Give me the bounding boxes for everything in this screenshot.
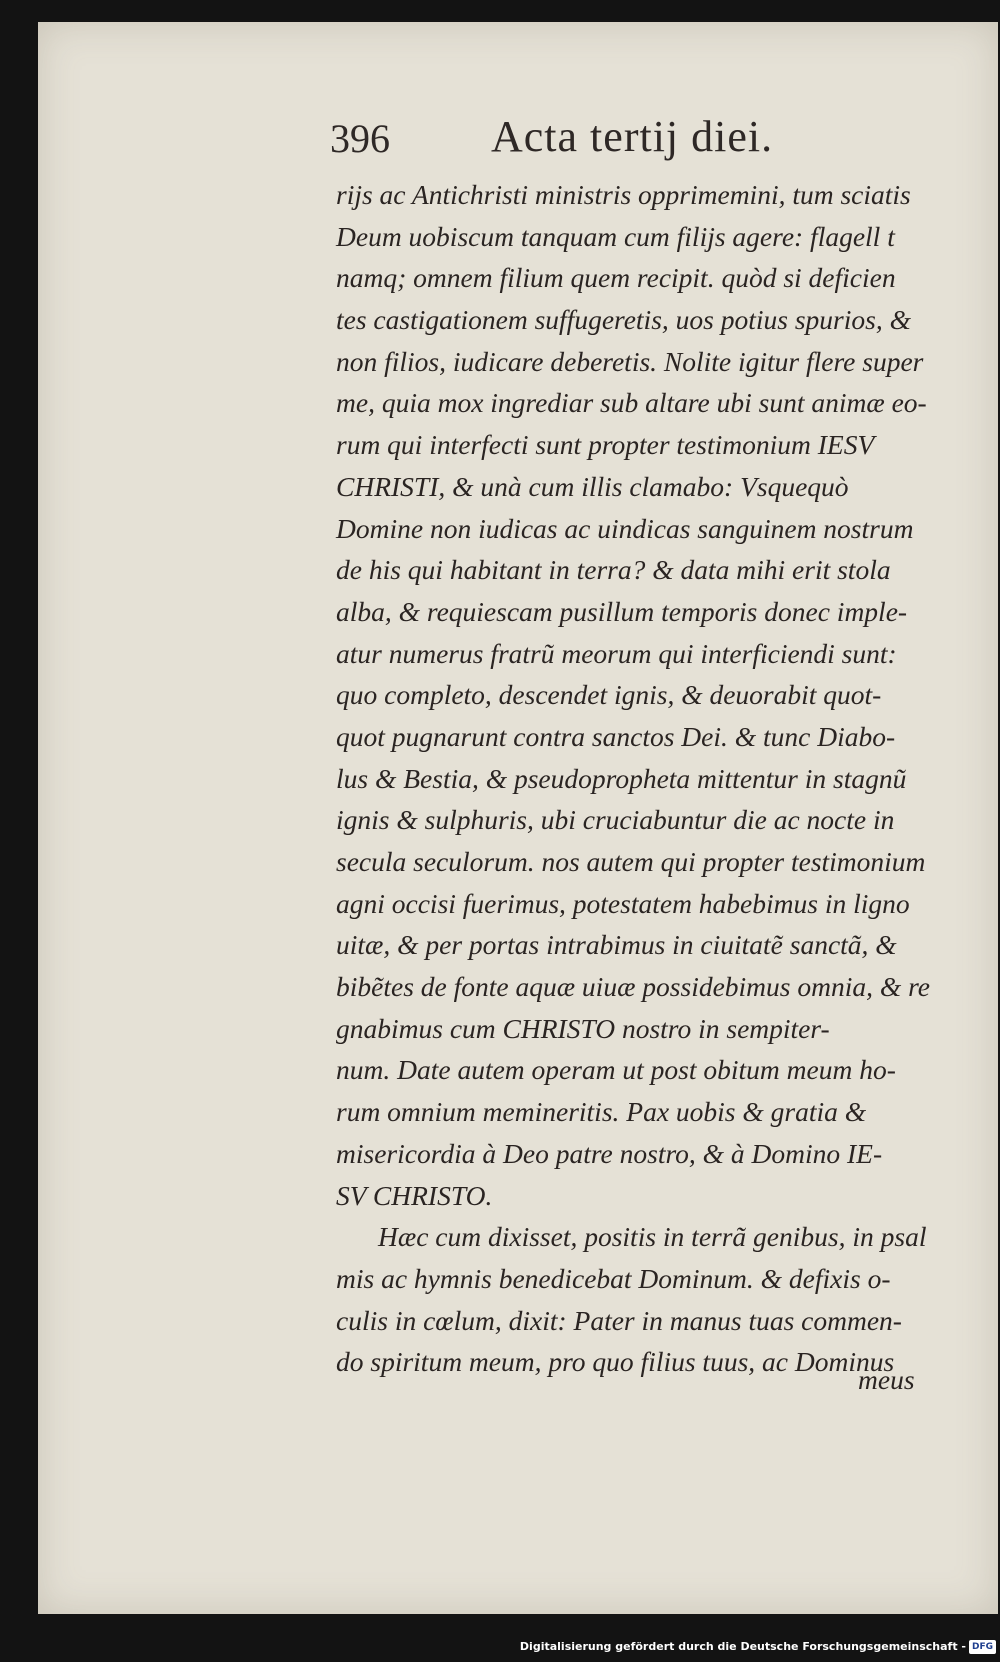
text-line: atur numerus fratrũ meorum qui interficiendi sunt: [336, 637, 897, 669]
text-line: agni occisi fuerimus, potestatem habebimus in ligno [336, 887, 910, 919]
page-number: 396 [330, 116, 390, 161]
text-line: tes castigationem suffugeretis, uos potius spurios, & [336, 304, 911, 336]
running-head: Acta tertij diei. [491, 112, 774, 161]
text-line: mis ac hymnis benedicebat Dominum. & defixis o- [336, 1262, 891, 1294]
text-line: secula seculorum. nos autem qui propter testimonium [336, 846, 926, 877]
text-line: quo completo, descendet ignis, & deuorabit quot- [336, 679, 882, 711]
text-line: bibẽtes de fonte aquæ uiuæ possidebimus omnia, & re [336, 971, 931, 1003]
credit-text: Digitalisierung gefördert durch die Deutsche Forschungsgemeinschaft - [519, 1640, 966, 1653]
text-line: rum qui interfecti sunt propter testimonium IESV [336, 429, 875, 461]
text-line: quot pugnarunt contra sanctos Dei. & tunc Diabo- [336, 720, 896, 752]
text-line: me, quia mox ingrediar sub altare ubi sunt animæ eo- [336, 387, 927, 419]
text-line: uitæ, & per portas intrabimus in ciuitatẽ sanctã, & [336, 929, 897, 961]
text-line: Hæc cum dixisset, positis in terrã genibus, in psal [378, 1221, 927, 1253]
text-line: de his qui habitant in terra? & data mihi erit stola [336, 554, 891, 586]
text-line: gnabimus cum CHRISTO nostro in sempiter- [336, 1012, 830, 1044]
text-line: lus & Bestia, & pseudopropheta mittentur in stagnũ [336, 762, 907, 794]
text-line: non filios, iudicare deberetis. Nolite igitur flere super [336, 345, 924, 377]
text-block [336, 174, 976, 1383]
text-line: ignis & sulphuris, ubi cruciabuntur die ac nocte in [336, 804, 895, 836]
text-line: Domine non iudicas ac uindicas sanguinem nostrum [336, 512, 914, 544]
digitization-credit [520, 1636, 996, 1658]
text-line: misericordia à Deo patre nostro, & à Domino IE- [336, 1137, 883, 1169]
text-line: SV CHRISTO. [336, 1179, 493, 1211]
text-line: num. Date autem operam ut post obitum meum ho- [336, 1054, 896, 1086]
text-line: Deum uobiscum tanquam cum filijs agere: flagell t [336, 220, 895, 252]
book-page [38, 22, 998, 1614]
catchword: meus [858, 1364, 915, 1395]
text-line: alba, & requiescam pusillum temporis donec imple- [336, 595, 908, 627]
text-line: culis in cœlum, dixit: Pater in manus tuas commen- [336, 1304, 902, 1336]
page-header [296, 107, 946, 167]
text-line: namq; omnem filium quem recipit. quòd si deficien [336, 262, 896, 294]
text-line: do spiritum meum, pro quo filius tuus, ac Dominus [336, 1346, 895, 1378]
text-line: CHRISTI, & unà cum illis clamabo: Vsquequò [336, 470, 849, 502]
text-line: rijs ac Antichristi ministris opprimemini, tum sciatis [336, 179, 911, 210]
text-line: rum omnium memineritis. Pax uobis & gratia & [336, 1096, 867, 1128]
dfg-logo-icon: DFG [969, 1640, 996, 1654]
